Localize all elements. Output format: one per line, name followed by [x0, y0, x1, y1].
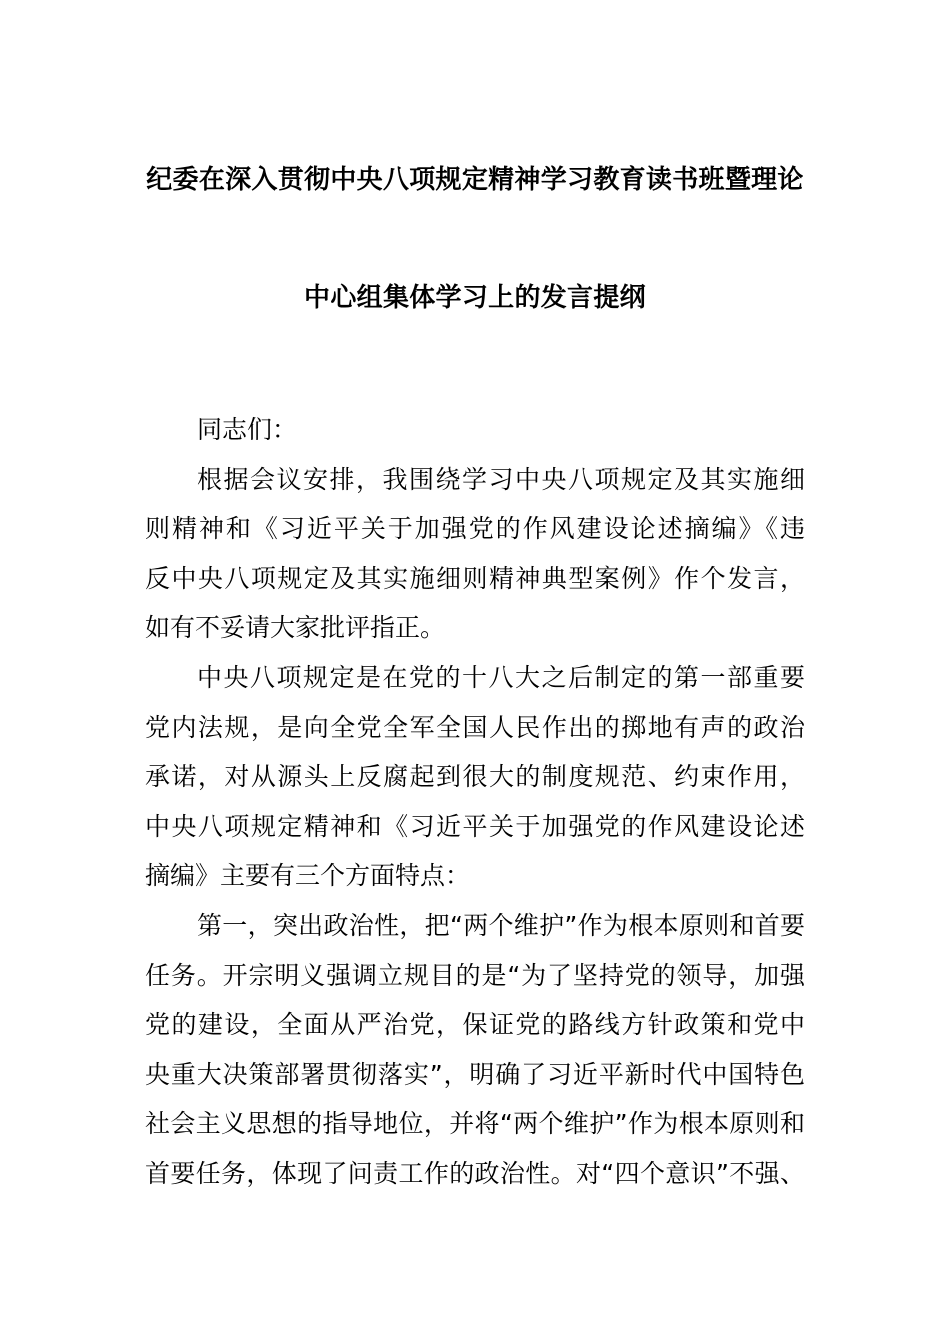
paragraph-line: 根据会议安排，我围绕学习中央八项规定及其实施细	[197, 464, 805, 494]
paragraph-line: 央重大决策部署贯彻落实”，明确了习近平新时代中国特色	[145, 1059, 805, 1089]
paragraph-line: 第一，突出政治性，把“两个维护”作为根本原则和首要	[197, 910, 805, 940]
paragraph	[145, 405, 805, 455]
paragraph-line: 承诺，对从源头上反腐起到很大的制度规范、约束作用，	[145, 762, 805, 792]
paragraph	[145, 653, 805, 901]
paragraph-line: 社会主义思想的指导地位，并将“两个维护”作为根本原则和	[145, 1109, 805, 1139]
paragraph-line: 中央八项规定是在党的十八大之后制定的第一部重要	[197, 662, 805, 692]
paragraph	[145, 455, 805, 653]
paragraph-line: 摘编》主要有三个方面特点：	[145, 861, 471, 891]
document-title-line-2: 中心组集体学习上的发言提纲	[304, 283, 646, 313]
paragraph-line: 如有不妥请大家批评指正。	[145, 613, 446, 643]
paragraph-line: 首要任务，体现了问责工作的政治性。对“四个意识”不强、	[145, 1158, 805, 1188]
paragraph-line: 反中央八项规定及其实施细则精神典型案例》作个发言，	[145, 563, 805, 593]
paragraph-line: 党的建设，全面从严治党，保证党的路线方针政策和党中	[145, 1010, 805, 1040]
paragraph-line: 中央八项规定精神和《习近平关于加强党的作风建设论述	[145, 811, 805, 841]
paragraph-line: 任务。开宗明义强调立规目的是“为了坚持党的领导，加强	[145, 960, 805, 990]
paragraph-line: 同志们：	[197, 415, 298, 444]
document-title-line-1: 纪委在深入贯彻中央八项规定精神学习教育读书班暨理论	[146, 165, 804, 195]
paragraph-line: 党内法规，是向全党全军全国人民作出的掷地有声的政治	[145, 712, 805, 742]
paragraph-line: 则精神和《习近平关于加强党的作风建设论述摘编》《违	[145, 514, 805, 544]
document-body	[145, 405, 805, 1199]
paragraph	[145, 901, 805, 1199]
